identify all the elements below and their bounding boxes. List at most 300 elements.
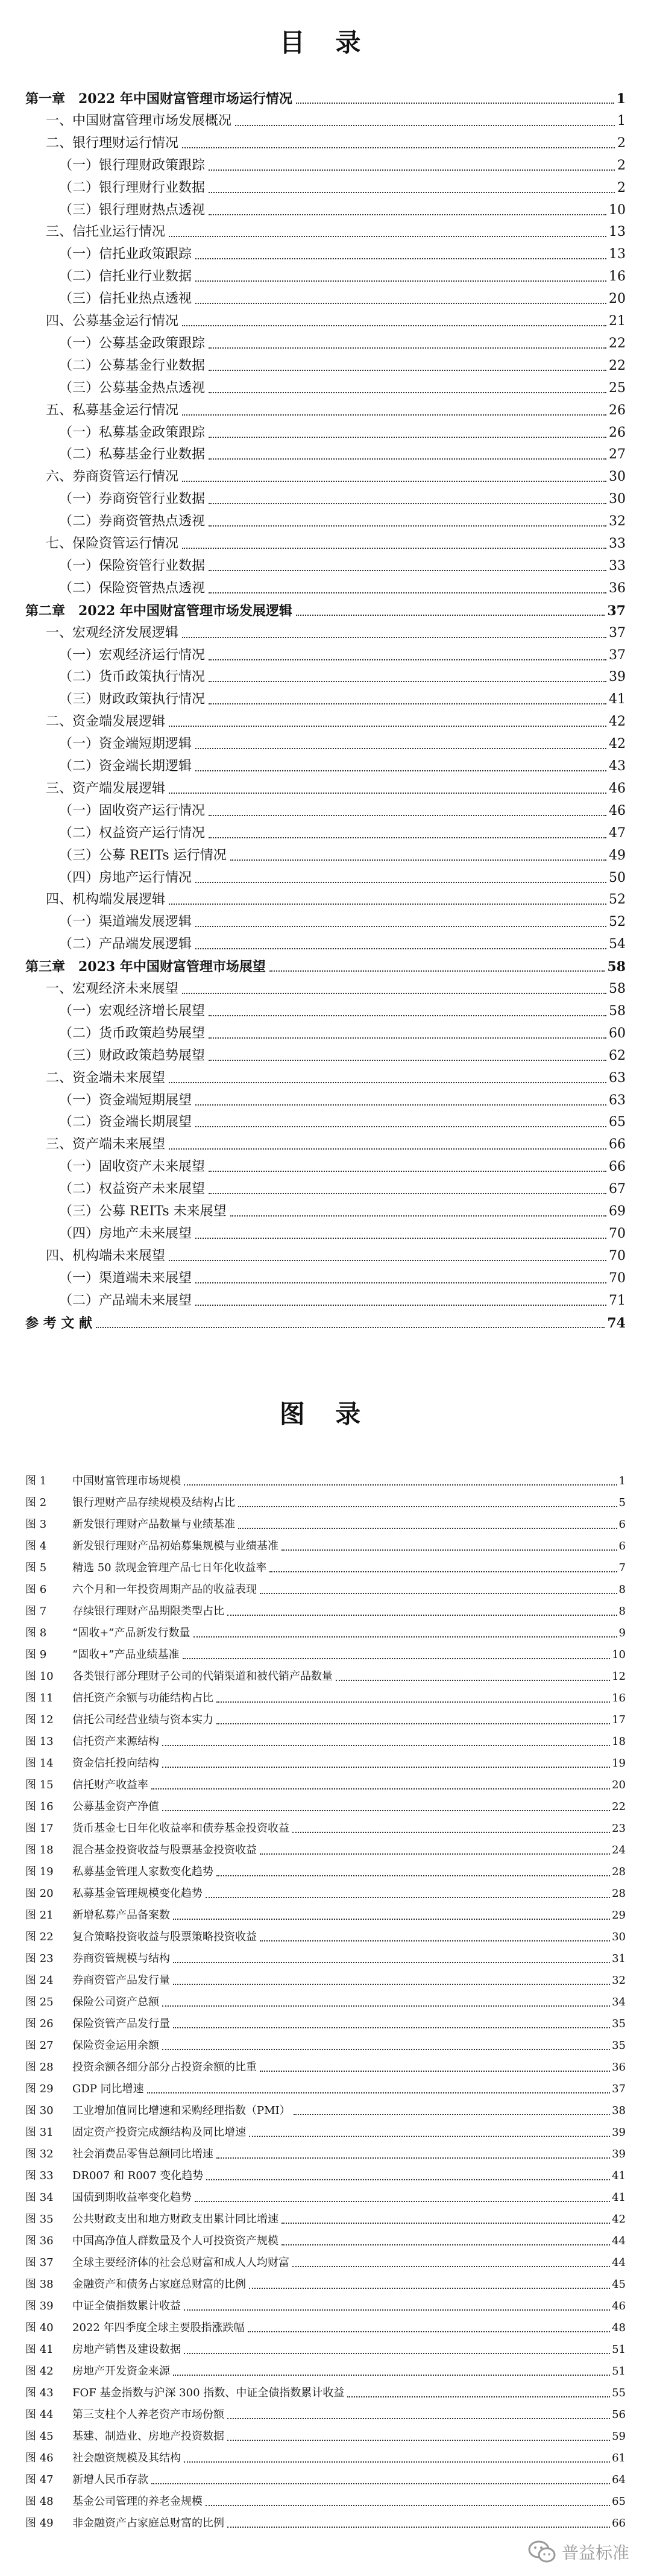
figure-title: 房地产开发资金来源 bbox=[72, 2365, 170, 2378]
toc-subsection bbox=[59, 157, 626, 174]
toc-subsection bbox=[59, 1003, 626, 1020]
toc-page-number: 42 bbox=[609, 736, 626, 752]
toc-entry-title: （三）财政政策趋势展望 bbox=[59, 1048, 206, 1063]
figure-title: “固收+”产品业绩基准 bbox=[72, 1648, 180, 1661]
figure-page-number: 38 bbox=[612, 2104, 626, 2117]
dot-leader bbox=[209, 391, 606, 393]
toc-page-number: 37 bbox=[607, 603, 626, 619]
dot-leader bbox=[206, 2504, 610, 2506]
dot-leader bbox=[169, 903, 606, 905]
dot-leader bbox=[195, 1282, 606, 1283]
figure-page-number: 32 bbox=[612, 1974, 626, 1987]
toc-subsection bbox=[59, 246, 626, 263]
toc-page-number: 13 bbox=[609, 247, 626, 262]
figure-title: 保险资金运用余额 bbox=[72, 2039, 159, 2052]
dot-leader bbox=[182, 147, 615, 148]
toc-page-number: 37 bbox=[609, 648, 626, 663]
toc-entry-title: （一）渠道端未来展望 bbox=[59, 1271, 192, 1286]
toc-page-number: 32 bbox=[609, 514, 626, 529]
dot-leader bbox=[173, 2374, 610, 2376]
toc-page-number: 60 bbox=[609, 1026, 626, 1041]
toc-subsection bbox=[59, 513, 626, 530]
toc-entry-title: （三）公募基金热点透视 bbox=[59, 381, 206, 396]
toc-subsection bbox=[59, 268, 626, 285]
toc-entry-title: 四、机构端未来展望 bbox=[46, 1248, 166, 1264]
toc-subsection bbox=[59, 1114, 626, 1131]
toc-page-number: 70 bbox=[609, 1226, 626, 1241]
toc-title: 目 录 bbox=[279, 28, 372, 57]
figure-page-number: 5 bbox=[618, 1496, 626, 1509]
figure-title: 保险公司资产总额 bbox=[72, 1996, 159, 2008]
toc-entry-title: 四、公募基金运行情况 bbox=[46, 314, 179, 329]
figure-title: 社会融资规模及其结构 bbox=[72, 2452, 181, 2464]
toc-page-number: 16 bbox=[609, 269, 626, 284]
toc-page-number: 54 bbox=[609, 937, 626, 952]
figure-page-number: 24 bbox=[612, 1844, 626, 1856]
figure-entry bbox=[25, 1474, 626, 1489]
figure-entry bbox=[25, 1778, 626, 1793]
toc-page-number: 58 bbox=[609, 981, 626, 996]
figure-number: 图 32 bbox=[25, 2148, 54, 2160]
toc-chapter bbox=[25, 90, 626, 107]
toc-entry-title: 四、机构端发展逻辑 bbox=[46, 892, 166, 907]
figure-page-number: 45 bbox=[612, 2278, 626, 2291]
figure-number: 图 47 bbox=[25, 2473, 54, 2486]
figure-number: 图 8 bbox=[25, 1627, 47, 1639]
dot-leader bbox=[209, 458, 606, 460]
toc-page-number: 13 bbox=[609, 224, 626, 239]
dot-leader bbox=[296, 614, 605, 616]
figure-number: 图 34 bbox=[25, 2191, 54, 2204]
toc-entry-title: （一）公募基金政策跟踪 bbox=[59, 336, 206, 351]
figure-entry bbox=[25, 2473, 626, 2487]
dot-leader bbox=[209, 191, 615, 193]
figure-page-number: 18 bbox=[612, 1735, 626, 1748]
dot-leader bbox=[292, 2265, 610, 2267]
toc-subsection bbox=[59, 647, 626, 664]
toc-entry-title: （四）房地产未来展望 bbox=[59, 1226, 192, 1241]
toc-subsection bbox=[59, 580, 626, 597]
figure-title: 房地产销售及建设数据 bbox=[72, 2343, 181, 2356]
figure-number: 图 49 bbox=[25, 2517, 54, 2530]
toc-page-number: 74 bbox=[607, 1315, 626, 1331]
figure-title: 新发银行理财产品数量与业绩基准 bbox=[72, 1518, 235, 1531]
figure-page-number: 55 bbox=[612, 2387, 626, 2399]
figure-entry bbox=[25, 2408, 626, 2422]
figure-entry bbox=[25, 1604, 626, 1619]
figure-number: 图 39 bbox=[25, 2300, 54, 2312]
figure-number: 图 10 bbox=[25, 1670, 54, 1683]
toc-subsection bbox=[59, 669, 626, 686]
toc-entry-title: 第二章 2022 年中国财富管理市场发展逻辑 bbox=[25, 603, 292, 619]
toc-section bbox=[46, 402, 626, 419]
figure-page-number: 9 bbox=[618, 1627, 626, 1639]
toc-entry-title: （二）权益资产未来展望 bbox=[59, 1182, 206, 1197]
toc-page-number: 22 bbox=[609, 336, 626, 351]
figure-page-number: 8 bbox=[618, 1605, 626, 1618]
toc-page-number: 50 bbox=[609, 870, 626, 885]
figure-page-number: 10 bbox=[612, 1648, 626, 1661]
dot-leader bbox=[169, 1148, 606, 1150]
toc-entry-title: 一、中国财富管理市场发展概况 bbox=[46, 113, 232, 128]
dot-leader bbox=[281, 1549, 617, 1551]
toc-entry-title: （一）券商资管行业数据 bbox=[59, 492, 206, 507]
figure-entry bbox=[25, 2060, 626, 2075]
dot-leader bbox=[209, 703, 606, 704]
dot-leader bbox=[195, 280, 606, 282]
dot-leader bbox=[292, 1831, 610, 1833]
toc-page-number: 52 bbox=[609, 892, 626, 907]
figure-title: 2022 年四季度全球主要股指涨跌幅 bbox=[72, 2321, 245, 2334]
toc-subsection bbox=[59, 691, 626, 708]
toc-entry-title: （一）宏观经济运行情况 bbox=[59, 648, 206, 663]
toc-subsection bbox=[59, 558, 626, 575]
figure-title: 私募基金管理规模变化趋势 bbox=[72, 1887, 203, 1900]
toc-section bbox=[46, 469, 626, 486]
figure-number: 图 40 bbox=[25, 2321, 54, 2334]
figure-title: 信托资产余额与功能结构占比 bbox=[72, 1692, 213, 1704]
figure-number: 图 42 bbox=[25, 2365, 54, 2378]
toc-page-number: 66 bbox=[609, 1137, 626, 1152]
dot-leader bbox=[151, 1788, 610, 1790]
toc-page-number: 36 bbox=[609, 581, 626, 596]
dot-leader bbox=[209, 347, 606, 349]
figure-number: 图 24 bbox=[25, 1974, 54, 1987]
figure-number: 图 38 bbox=[25, 2278, 54, 2291]
dot-leader bbox=[162, 2005, 610, 2007]
figure-title: 全球主要经济体的社会总财富和成人人均财富 bbox=[72, 2256, 289, 2269]
figure-title: 保险资管产品发行量 bbox=[72, 2017, 170, 2030]
figure-title: 银行理财产品存续规模及结构占比 bbox=[72, 1496, 235, 1509]
toc-subsection bbox=[59, 914, 626, 931]
figure-page-number: 30 bbox=[612, 1931, 626, 1943]
toc-page-number: 30 bbox=[609, 469, 626, 484]
dot-leader bbox=[227, 2526, 610, 2528]
toc-section bbox=[46, 1248, 626, 1265]
figure-entry bbox=[25, 2256, 626, 2270]
dot-leader bbox=[195, 302, 606, 304]
figure-number: 图 9 bbox=[25, 1648, 47, 1661]
figure-page-number: 44 bbox=[612, 2256, 626, 2269]
figure-number: 图 44 bbox=[25, 2408, 54, 2421]
dot-leader bbox=[195, 881, 606, 883]
figure-entry bbox=[25, 1583, 626, 1597]
toc-chapter bbox=[25, 603, 626, 619]
dot-leader bbox=[209, 502, 606, 504]
toc-page-number: 42 bbox=[609, 714, 626, 729]
dot-leader bbox=[238, 1527, 617, 1529]
toc-page-number: 33 bbox=[609, 536, 626, 551]
figure-number: 图 11 bbox=[25, 1692, 54, 1704]
figure-entry bbox=[25, 2321, 626, 2335]
figure-number: 图 48 bbox=[25, 2495, 54, 2508]
toc-section bbox=[46, 780, 626, 797]
dot-leader bbox=[209, 1059, 606, 1061]
figure-page-number: 16 bbox=[612, 1692, 626, 1704]
toc-section bbox=[46, 113, 626, 130]
figure-entry bbox=[25, 1713, 626, 1727]
toc-entry-title: 三、资产端发展逻辑 bbox=[46, 781, 166, 796]
toc-page-number: 71 bbox=[609, 1293, 626, 1308]
figure-number: 图 31 bbox=[25, 2126, 54, 2139]
figure-title: 固定资产投资完成额结构及同比增速 bbox=[72, 2126, 246, 2139]
dot-leader bbox=[195, 258, 606, 259]
toc-entry-title: （二）公募基金行业数据 bbox=[59, 358, 206, 373]
figure-entry bbox=[25, 2516, 626, 2531]
figure-title: 信托资产来源结构 bbox=[72, 1735, 159, 1748]
figure-title: 中国财富管理市场规模 bbox=[72, 1475, 181, 1487]
figure-page-number: 6 bbox=[618, 1518, 626, 1531]
dot-leader bbox=[209, 680, 606, 682]
toc-page-number: 22 bbox=[609, 358, 626, 373]
figure-title: 存续银行理财产品期限类型占比 bbox=[72, 1605, 224, 1618]
figure-title: 金融资产和债务占家庭总财富的比例 bbox=[72, 2278, 246, 2291]
figure-number: 图 18 bbox=[25, 1844, 54, 1856]
figure-title: 工业增加值同比增速和采购经理指数（PMI） bbox=[72, 2104, 291, 2117]
dot-leader bbox=[209, 1170, 606, 1172]
dot-leader bbox=[260, 2070, 610, 2072]
figure-number: 图 36 bbox=[25, 2235, 54, 2247]
dot-leader bbox=[169, 1081, 606, 1083]
toc-section bbox=[46, 313, 626, 330]
figure-title: 新增私募产品备案数 bbox=[72, 1909, 170, 1922]
figure-number: 图 26 bbox=[25, 2017, 54, 2030]
dot-leader bbox=[162, 1744, 610, 1746]
figure-entry bbox=[25, 1626, 626, 1641]
dot-leader bbox=[260, 1592, 617, 1594]
dot-leader bbox=[209, 659, 606, 660]
toc-page-number: 1 bbox=[617, 113, 626, 128]
figure-page-number: 31 bbox=[612, 1952, 626, 1965]
figure-page-number: 17 bbox=[612, 1714, 626, 1726]
dot-leader bbox=[182, 480, 606, 482]
dot-leader bbox=[195, 948, 606, 949]
figure-page-number: 37 bbox=[612, 2083, 626, 2095]
toc-entry-title: （二）产品端发展逻辑 bbox=[59, 937, 192, 952]
dot-leader bbox=[173, 1961, 610, 1963]
figure-entry bbox=[25, 2429, 626, 2444]
figure-page-number: 41 bbox=[612, 2191, 626, 2204]
dot-leader bbox=[238, 1505, 617, 1507]
figure-title: 新增人民币存款 bbox=[72, 2473, 148, 2486]
figure-title: 各类银行部分理财子公司的代销渠道和被代销产品数量 bbox=[72, 1670, 333, 1683]
figure-page-number: 7 bbox=[618, 1562, 626, 1574]
toc-chapter bbox=[25, 958, 626, 975]
dot-leader bbox=[209, 436, 606, 438]
dot-leader bbox=[347, 2396, 610, 2397]
toc-entry-title: （一）保险资管行业数据 bbox=[59, 559, 206, 574]
figure-number: 图 7 bbox=[25, 1605, 47, 1618]
toc-section bbox=[46, 1136, 626, 1153]
dot-leader bbox=[216, 1701, 610, 1703]
dot-leader bbox=[184, 2461, 610, 2463]
dot-leader bbox=[209, 814, 606, 816]
figure-entry bbox=[25, 2451, 626, 2466]
toc-entry-title: （二）银行理财行业数据 bbox=[59, 180, 206, 195]
figure-number: 图 15 bbox=[25, 1779, 54, 1791]
dot-leader bbox=[182, 414, 606, 416]
dot-leader bbox=[193, 1636, 617, 1638]
toc-entry-title: （二）权益资产运行情况 bbox=[59, 826, 206, 841]
figure-entry bbox=[25, 2104, 626, 2118]
figure-page-number: 59 bbox=[612, 2430, 626, 2443]
dot-leader bbox=[209, 592, 606, 593]
toc-entry-title: （一）固收资产未来展望 bbox=[59, 1159, 206, 1174]
figure-number: 图 30 bbox=[25, 2104, 54, 2117]
toc-page-number: 47 bbox=[609, 826, 626, 841]
toc-subsection bbox=[59, 1048, 626, 1065]
dot-leader bbox=[195, 747, 606, 749]
toc-entry-title: （三）财政政策执行情况 bbox=[59, 692, 206, 707]
figure-page-number: 8 bbox=[618, 1583, 626, 1596]
dot-leader bbox=[151, 2483, 610, 2484]
figure-number: 图 46 bbox=[25, 2452, 54, 2464]
figure-number: 图 5 bbox=[25, 1562, 47, 1574]
toc-entry-title: （二）资金端长期展望 bbox=[59, 1115, 192, 1130]
toc-entry-title: （四）房地产运行情况 bbox=[59, 870, 192, 885]
figure-page-number: 6 bbox=[618, 1540, 626, 1552]
figure-number: 图 3 bbox=[25, 1518, 47, 1531]
watermark bbox=[528, 2540, 629, 2564]
toc-page-number: 25 bbox=[609, 381, 626, 396]
figure-number: 图 12 bbox=[25, 1714, 54, 1726]
toc-subsection bbox=[59, 491, 626, 508]
toc-subsection bbox=[59, 380, 626, 397]
figure-entry bbox=[25, 2343, 626, 2357]
figure-entry bbox=[25, 2364, 626, 2379]
figure-entry bbox=[25, 2191, 626, 2205]
figure-number: 图 13 bbox=[25, 1735, 54, 1748]
toc-chapter bbox=[25, 1315, 626, 1332]
figure-number: 图 6 bbox=[25, 1583, 47, 1596]
toc-subsection bbox=[59, 803, 626, 820]
toc-subsection bbox=[59, 847, 626, 864]
figure-page-number: 39 bbox=[612, 2148, 626, 2160]
toc-subsection bbox=[59, 1203, 626, 1220]
figure-number: 图 2 bbox=[25, 1496, 47, 1509]
toc-subsection bbox=[59, 1293, 626, 1309]
toc-page-number: 58 bbox=[607, 959, 626, 975]
figure-title: 公共财政支出和地方财政支出累计同比增速 bbox=[72, 2213, 278, 2226]
dot-leader bbox=[169, 235, 606, 237]
figure-entry bbox=[25, 2299, 626, 2314]
figure-number: 图 21 bbox=[25, 1909, 54, 1922]
figure-page-number: 56 bbox=[612, 2408, 626, 2421]
toc-subsection bbox=[59, 1092, 626, 1109]
dot-leader bbox=[235, 124, 615, 126]
toc-page-number: 1 bbox=[616, 91, 626, 107]
figure-page-number: 20 bbox=[612, 1779, 626, 1791]
dot-leader bbox=[216, 1723, 610, 1724]
toc-entry-title: （二）货币政策趋势展望 bbox=[59, 1026, 206, 1041]
toc-entry-title: 一、宏观经济发展逻辑 bbox=[46, 625, 179, 641]
dot-leader bbox=[206, 1896, 610, 1898]
figure-title: 券商资管产品发行量 bbox=[72, 1974, 170, 1987]
toc-page-number: 37 bbox=[609, 625, 626, 641]
figure-page-number: 64 bbox=[612, 2473, 626, 2486]
toc-entry-title: （二）券商资管热点透视 bbox=[59, 514, 206, 529]
figure-entry bbox=[25, 2386, 626, 2400]
figure-page-number: 19 bbox=[612, 1757, 626, 1770]
figure-page-number: 39 bbox=[612, 2126, 626, 2139]
toc-subsection bbox=[59, 1270, 626, 1287]
toc-page-number: 2 bbox=[617, 158, 626, 173]
dot-leader bbox=[195, 1304, 606, 1306]
toc-page-number: 49 bbox=[609, 848, 626, 863]
figure-number: 图 20 bbox=[25, 1887, 54, 1900]
dot-leader bbox=[216, 1875, 610, 1876]
figure-title: “固收+”产品新发行数量 bbox=[72, 1627, 190, 1639]
toc-entry-title: 一、宏观经济未来展望 bbox=[46, 981, 179, 996]
dot-leader bbox=[195, 1237, 606, 1239]
dot-leader bbox=[296, 102, 614, 104]
figure-entry bbox=[25, 1756, 626, 1771]
toc-page-number: 21 bbox=[609, 314, 626, 329]
toc-page-number: 70 bbox=[609, 1271, 626, 1286]
toc-entry-title: （二）资金端长期逻辑 bbox=[59, 759, 192, 774]
toc-page-number: 46 bbox=[609, 781, 626, 796]
figure-number: 图 19 bbox=[25, 1866, 54, 1878]
figure-page-number: 41 bbox=[612, 2169, 626, 2182]
figure-number: 图 35 bbox=[25, 2213, 54, 2226]
toc-entry-title: （二）保险资管热点透视 bbox=[59, 581, 206, 596]
dot-leader bbox=[147, 2092, 610, 2093]
figure-title: 中证全债指数累计收益 bbox=[72, 2300, 181, 2312]
dot-leader bbox=[248, 2331, 611, 2332]
figure-title: 非金融资产占家庭总财富的比例 bbox=[72, 2517, 224, 2530]
toc-subsection bbox=[59, 1025, 626, 1042]
dot-leader bbox=[269, 1571, 617, 1572]
toc-subsection bbox=[59, 1159, 626, 1176]
toc-page-number: 2 bbox=[617, 180, 626, 195]
figure-page-number: 48 bbox=[612, 2321, 626, 2334]
dot-leader bbox=[162, 2048, 610, 2050]
dot-leader bbox=[173, 1983, 610, 1985]
figure-page-number: 12 bbox=[612, 1670, 626, 1683]
figure-entry bbox=[25, 1669, 626, 1684]
figure-entry bbox=[25, 2495, 626, 2509]
watermark-text: 普益标准 bbox=[561, 2543, 629, 2563]
figure-entry bbox=[25, 1908, 626, 1923]
toc-section bbox=[46, 714, 626, 730]
figure-title: 社会消费品零售总额同比增速 bbox=[72, 2148, 213, 2160]
dot-leader bbox=[195, 770, 606, 771]
toc-entry-title: （一）银行理财政策跟踪 bbox=[59, 158, 206, 173]
dot-leader bbox=[206, 2179, 610, 2180]
figure-entry bbox=[25, 1930, 626, 1945]
dot-leader bbox=[195, 1125, 606, 1127]
dot-leader bbox=[209, 369, 606, 371]
toc-entry-title: 第一章 2022 年中国财富管理市场运行情况 bbox=[25, 91, 292, 107]
dot-leader bbox=[249, 2135, 610, 2137]
toc-entry-title: 六、券商资管运行情况 bbox=[46, 469, 179, 484]
figure-entry bbox=[25, 1691, 626, 1706]
toc-subsection bbox=[59, 936, 626, 953]
dot-leader bbox=[281, 2244, 610, 2245]
dot-leader bbox=[162, 1809, 610, 1811]
figure-page-number: 61 bbox=[612, 2452, 626, 2464]
figure-title: 信托财产收益率 bbox=[72, 1779, 148, 1791]
figure-number: 图 29 bbox=[25, 2083, 54, 2095]
figure-entry bbox=[25, 1821, 626, 1836]
toc-subsection bbox=[59, 870, 626, 887]
figure-title: 公募基金资产净值 bbox=[72, 1800, 159, 1813]
figure-title: 私募基金管理人家数变化趋势 bbox=[72, 1866, 213, 1878]
figure-page-number: 44 bbox=[612, 2235, 626, 2247]
toc-subsection bbox=[59, 1226, 626, 1242]
figure-entry bbox=[25, 2125, 626, 2140]
figure-number: 图 23 bbox=[25, 1952, 54, 1965]
